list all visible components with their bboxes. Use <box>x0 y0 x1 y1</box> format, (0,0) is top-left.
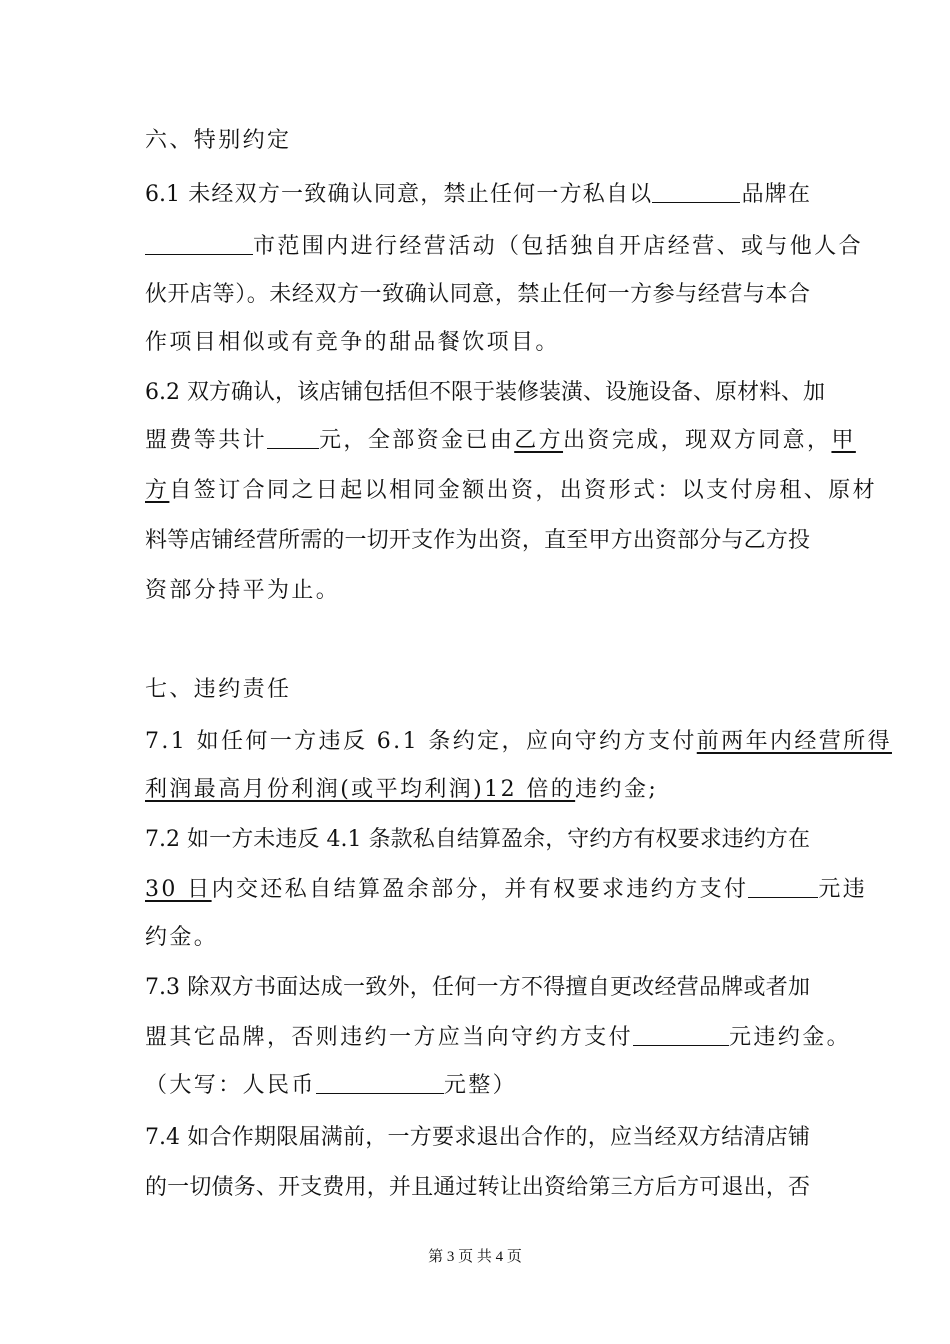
clause-7-4-line-1: 7.4 如合作期限届满前，一方要求退出合作的，应当经双方结清店铺 <box>145 1125 810 1150</box>
text: 品牌在 <box>740 182 810 207</box>
blank-penalty-amount-2 <box>633 1023 729 1046</box>
text: 自签订合同之日起以相同金额出资，出资形式：以支付房租、原材 <box>169 478 878 503</box>
text: 出资完成，现双方同意， <box>563 428 832 453</box>
clause-7-1-line-1 <box>145 727 892 757</box>
text: 6.1 未经双方一致确认同意，禁止任何一方私自以 <box>145 182 653 207</box>
page-footer: 第 3 页 共 4 页 <box>428 1249 522 1265</box>
text: （大写：人民币 <box>145 1073 316 1098</box>
text: 内交还私自结算盈余部分，并有权要求违约方支付 <box>211 877 749 902</box>
text: 元，全部资金已由 <box>319 428 515 453</box>
text: 7.1 如任何一方违反 6.1 条约定，应向守约方支付 <box>145 729 697 754</box>
clause-6-2-line-2 <box>145 426 856 456</box>
clause-6-1-line-1 <box>145 180 810 210</box>
text: 元整） <box>443 1073 518 1098</box>
section-6-title: 六、特别约定 <box>145 128 292 153</box>
text: 盟费等共计 <box>145 428 268 453</box>
clause-7-4-line-2: 的一切债务、开支费用，并且通过转让出资给第三方后方可退出，否 <box>145 1175 810 1200</box>
clause-7-3-line-1: 7.3 除双方书面达成一致外，任何一方不得擅自更改经营品牌或者加 <box>145 975 810 1000</box>
clause-7-2-line-3: 约金。 <box>145 925 219 950</box>
underlined-days: 30 日 <box>145 877 212 902</box>
clause-7-1-line-2 <box>145 775 810 805</box>
clause-6-1-line-2 <box>145 232 864 262</box>
clause-6-1-line-4: 作项目相似或有竞争的甜品餐饮项目。 <box>145 330 560 355</box>
clause-7-2-line-1: 7.2 如一方未违反 4.1 条款私自结算盈余，守约方有权要求违约方在 <box>145 827 810 852</box>
clause-6-2-line-5: 资部分持平为止。 <box>145 578 341 603</box>
blank-penalty-amount <box>748 875 818 898</box>
clause-6-1-line-3: 伙开店等）。未经双方一致确认同意，禁止任何一方参与经营与本合 <box>145 282 810 307</box>
text: 元违 <box>818 877 868 902</box>
underlined-text: 利润最高月份利润(或平均利润)12 倍的 <box>145 777 576 802</box>
underlined-party-b: 乙方 <box>514 428 564 453</box>
text: 盟其它品牌，否则违约一方应当向守约方支付 <box>145 1025 634 1050</box>
text: 市范围内进行经营活动（包括独自开店经营、或与他人合 <box>253 234 864 259</box>
clause-6-2-line-4: 料等店铺经营所需的一切开支作为出资，直至甲方出资部分与乙方投 <box>145 528 810 553</box>
blank-brand <box>652 180 740 203</box>
clause-6-2-line-1: 6.2 双方确认，该店铺包括但不限于装修装潢、设施设备、原材料、加 <box>145 380 825 405</box>
underlined-party-a-cont: 方 <box>145 478 170 503</box>
underlined-text: 前两年内经营所得 <box>696 729 892 754</box>
underlined-party-a: 甲 <box>831 428 856 453</box>
text: 元违约金。 <box>729 1025 852 1050</box>
section-7-title: 七、违约责任 <box>145 677 292 702</box>
text: 违约金; <box>575 777 659 802</box>
clause-7-2-line-2 <box>145 875 868 905</box>
blank-city <box>145 232 253 255</box>
blank-total-amount <box>267 426 319 449</box>
clause-6-2-line-3 <box>145 476 878 506</box>
blank-amount-in-words <box>316 1071 444 1094</box>
clause-7-3-line-3 <box>145 1071 810 1101</box>
clause-7-3-line-2 <box>145 1023 852 1053</box>
